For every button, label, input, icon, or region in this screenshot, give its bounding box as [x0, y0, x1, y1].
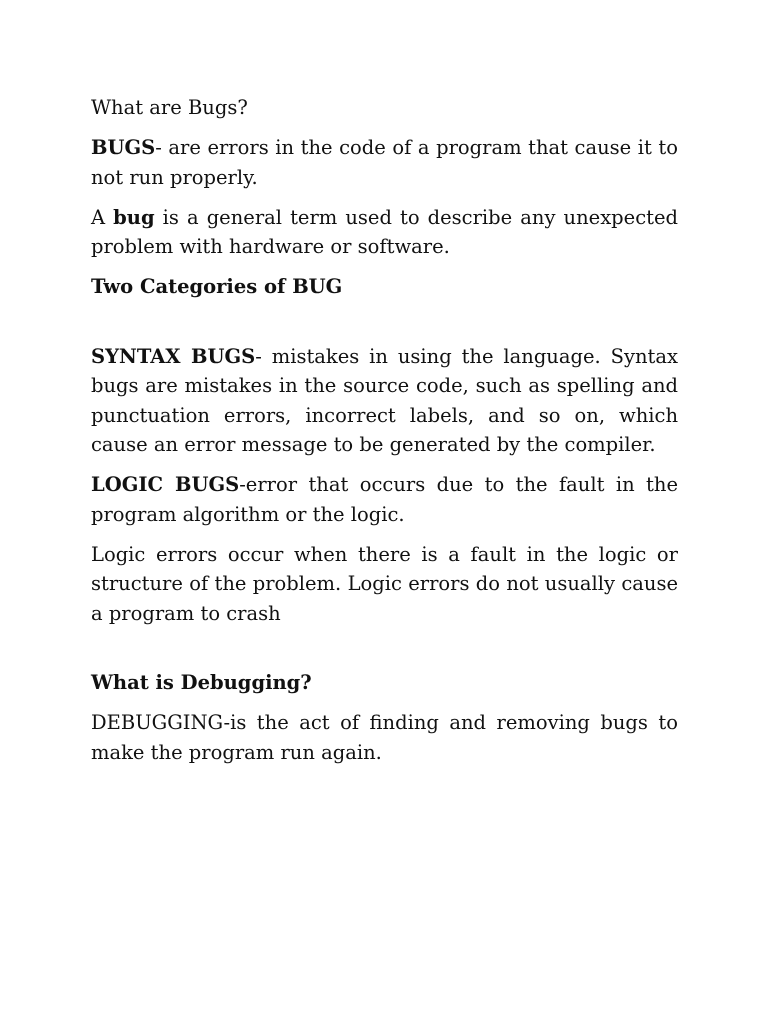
bugs-definition [91, 133, 678, 192]
question-what-are-bugs: What are Bugs? [91, 96, 248, 119]
syntax-bugs-definition [91, 342, 678, 460]
bug-general-text: is a general term used to describe any unexpected problem with hardware or software. [91, 205, 678, 258]
syntax-bugs-term: SYNTAX BUGS [91, 344, 256, 368]
categories-heading: Two Categories of BUG [91, 275, 343, 298]
logic-bugs-text: -error that occurs due to the fault in the program algorithm or the logic. [91, 473, 678, 526]
syntax-bugs-text: - mistakes in using the language. Syntax bugs are mistakes in the source code, such as spelling and punctuation errors, incorrect labels, and so on, which cause an error message to be generated by the compiler. [91, 344, 678, 456]
bugs-term: BUGS [91, 136, 156, 159]
bug-general-prefix: A [91, 205, 114, 229]
logic-bugs-term: LOGIC BUGS [91, 473, 240, 496]
logic-errors-paragraph: Logic errors occur when there is a fault in the logic or structure of the problem. Logic errors do not usually cause a program to crash [91, 542, 678, 625]
debugging-definition: DEBUGGING-is the act of finding and removing bugs to make the program run again. [91, 711, 678, 764]
bug-general-definition [91, 203, 678, 262]
bugs-definition-text: - are errors in the code of a program that cause it to not run properly. [91, 136, 678, 189]
debugging-heading: What is Debugging? [91, 671, 312, 694]
logic-bugs-definition [91, 470, 678, 529]
bug-term: bug [113, 205, 155, 229]
document-page [91, 93, 678, 778]
